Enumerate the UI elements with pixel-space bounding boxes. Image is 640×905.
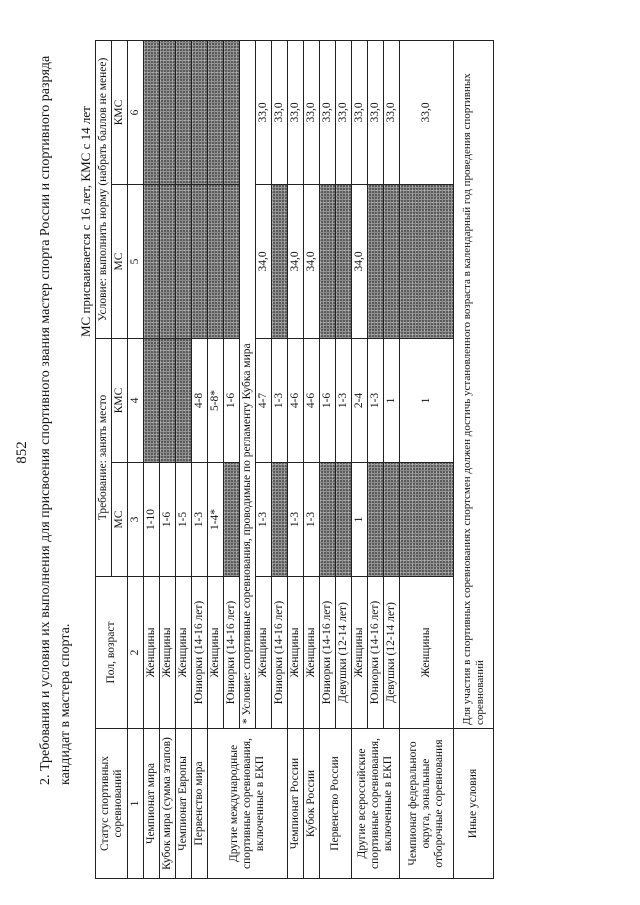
shaded-cell — [208, 40, 224, 184]
shaded-cell — [144, 338, 160, 462]
kms-place-cell: 1-3 — [336, 338, 352, 462]
ms-place-cell: 1-5 — [176, 463, 192, 577]
gender-cell: Женщины — [144, 577, 160, 729]
kms-norm-cell: 33,0 — [384, 40, 400, 184]
table-row — [288, 40, 304, 878]
column-number: 4 — [128, 338, 144, 462]
gender-cell: Юниорки (14-16 лет) — [272, 577, 288, 729]
gender-cell: Юниорки (14-16 лет) — [368, 577, 384, 729]
kms-norm-cell: 33,0 — [320, 40, 336, 184]
table-row — [208, 40, 224, 878]
kms-norm-cell: 33,0 — [400, 40, 454, 184]
gender-cell: Женщины — [256, 577, 272, 729]
kms-place-cell: 4-8 — [192, 338, 208, 462]
shaded-cell — [320, 463, 336, 577]
kms-place-cell: 4-7 — [256, 338, 272, 462]
table-row — [400, 40, 454, 878]
status-cell: Другие всероссийские спортивные соревнования, включенные в ЕКП — [352, 729, 400, 879]
shaded-cell — [208, 184, 224, 338]
gender-cell: Женщины — [304, 577, 320, 729]
kms-place-cell: 1-3 — [368, 338, 384, 462]
status-cell: Кубок России — [304, 729, 320, 879]
footnote-cell: * Условие: спортивные соревнования, проводимые по регламенту Кубка мира — [240, 40, 256, 728]
header-gender-age: Пол, возраст — [96, 577, 128, 729]
shaded-cell — [384, 463, 400, 577]
table-row — [304, 40, 320, 878]
kms-norm-cell: 33,0 — [304, 40, 320, 184]
header-norm-condition: Условие: выполнить норму (набрать баллов не менее) — [96, 40, 112, 338]
column-number: 1 — [128, 729, 144, 879]
header-ms: МС — [112, 463, 128, 577]
gender-cell: Юниорки (14-16 лет) — [320, 577, 336, 729]
table-row — [454, 40, 494, 878]
header-kms: КМС — [112, 338, 128, 462]
shaded-cell — [144, 40, 160, 184]
gender-cell: Женщины — [176, 577, 192, 729]
shaded-cell — [144, 184, 160, 338]
ms-norm-cell: 34,0 — [304, 184, 320, 338]
kms-place-cell: 4-6 — [304, 338, 320, 462]
shaded-cell — [272, 463, 288, 577]
header-kms: КМС — [112, 40, 128, 184]
kms-place-cell: 2-4 — [352, 338, 368, 462]
kms-place-cell: 1-6 — [224, 338, 240, 462]
ms-place-cell: 1-4* — [208, 463, 224, 577]
shaded-cell — [400, 184, 454, 338]
ms-place-cell: 1 — [352, 463, 368, 577]
table-header-row — [96, 40, 112, 878]
shaded-cell — [320, 184, 336, 338]
shaded-cell — [160, 40, 176, 184]
other-conditions-text: Для участия в спортивных соревнованиях спортсмен должен достичь установленного возраста в календарный год проведения спортивных соревнований — [454, 40, 494, 728]
status-cell: Чемпионат Европы — [176, 729, 192, 879]
section-heading: 2. Требования и условия их выполнения для присвоения спортивного звания мастер спорта России и спортивного разряда кандидат в мастера спорта. — [38, 55, 73, 785]
gender-cell: Женщины — [288, 577, 304, 729]
kms-norm-cell: 33,0 — [336, 40, 352, 184]
table-row — [192, 40, 208, 878]
ms-norm-cell: 34,0 — [288, 184, 304, 338]
ms-place-cell: 1-6 — [160, 463, 176, 577]
status-cell: Иные условия — [454, 729, 494, 879]
shaded-cell — [224, 463, 240, 577]
table-row — [160, 40, 176, 878]
shaded-cell — [224, 184, 240, 338]
shaded-cell — [176, 40, 192, 184]
ms-norm-cell: 34,0 — [352, 184, 368, 338]
kms-norm-cell: 33,0 — [288, 40, 304, 184]
status-cell: Другие международные спортивные соревнования, включенные в ЕКП — [208, 729, 288, 879]
gender-cell: Женщины — [160, 577, 176, 729]
shaded-cell — [160, 184, 176, 338]
status-cell: Первенство мира — [192, 729, 208, 879]
kms-place-cell: 5-8* — [208, 338, 224, 462]
gender-cell: Женщины — [400, 577, 454, 729]
kms-place-cell: 1 — [400, 338, 454, 462]
ms-place-cell: 1-3 — [288, 463, 304, 577]
shaded-cell — [224, 40, 240, 184]
gender-cell: Женщины — [208, 577, 224, 729]
shaded-cell — [336, 184, 352, 338]
gender-cell: Юниорки (14-16 лет) — [224, 577, 240, 729]
gender-cell: Юниорки (14-16 лет) — [192, 577, 208, 729]
column-number: 3 — [128, 463, 144, 577]
kms-place-cell: 1 — [384, 338, 400, 462]
column-number-row — [128, 40, 144, 878]
shaded-cell — [176, 184, 192, 338]
header-ms: МС — [112, 184, 128, 338]
status-cell: Чемпионат федерального округа, зональные отборочные соревнования — [400, 729, 454, 879]
shaded-cell — [176, 338, 192, 462]
kms-norm-cell: 33,0 — [368, 40, 384, 184]
ms-place-cell: 1-3 — [304, 463, 320, 577]
status-cell: Первенство России — [320, 729, 352, 879]
shaded-cell — [368, 184, 384, 338]
table-row — [144, 40, 160, 878]
shaded-cell — [336, 463, 352, 577]
header-status: Статус спортивных соревнований — [96, 729, 128, 879]
gender-cell: Девушки (12-14 лет) — [336, 577, 352, 729]
table-row — [352, 40, 368, 878]
shaded-cell — [368, 463, 384, 577]
page-number: 852 — [14, 441, 30, 464]
status-cell: Чемпионат мира — [144, 729, 160, 879]
shaded-cell — [272, 184, 288, 338]
kms-place-cell: 1-3 — [272, 338, 288, 462]
kms-place-cell: 1-6 — [320, 338, 336, 462]
table-row — [320, 40, 336, 878]
shaded-cell — [400, 463, 454, 577]
column-number: 2 — [128, 577, 144, 729]
shaded-cell — [160, 338, 176, 462]
age-subheading: МС присваивается с 16 лет, КМС с 14 лет — [78, 106, 93, 337]
kms-norm-cell: 33,0 — [272, 40, 288, 184]
column-number: 6 — [128, 40, 144, 184]
table-row — [176, 40, 192, 878]
status-cell: Кубок мира (сумма этапов) — [160, 729, 176, 879]
ms-place-cell: 1-10 — [144, 463, 160, 577]
requirements-table — [95, 40, 494, 879]
status-cell: Чемпионат России — [288, 729, 304, 879]
header-place-requirement: Требование: занять место — [96, 338, 112, 576]
kms-norm-cell: 33,0 — [352, 40, 368, 184]
gender-cell: Девушки (12-14 лет) — [384, 577, 400, 729]
ms-place-cell: 1-3 — [256, 463, 272, 577]
shaded-cell — [192, 40, 208, 184]
column-number: 5 — [128, 184, 144, 338]
kms-norm-cell: 33,0 — [256, 40, 272, 184]
shaded-cell — [384, 184, 400, 338]
ms-norm-cell: 34,0 — [256, 184, 272, 338]
kms-place-cell: 4-6 — [288, 338, 304, 462]
gender-cell: Женщины — [352, 577, 368, 729]
ms-place-cell: 1-3 — [192, 463, 208, 577]
shaded-cell — [192, 184, 208, 338]
